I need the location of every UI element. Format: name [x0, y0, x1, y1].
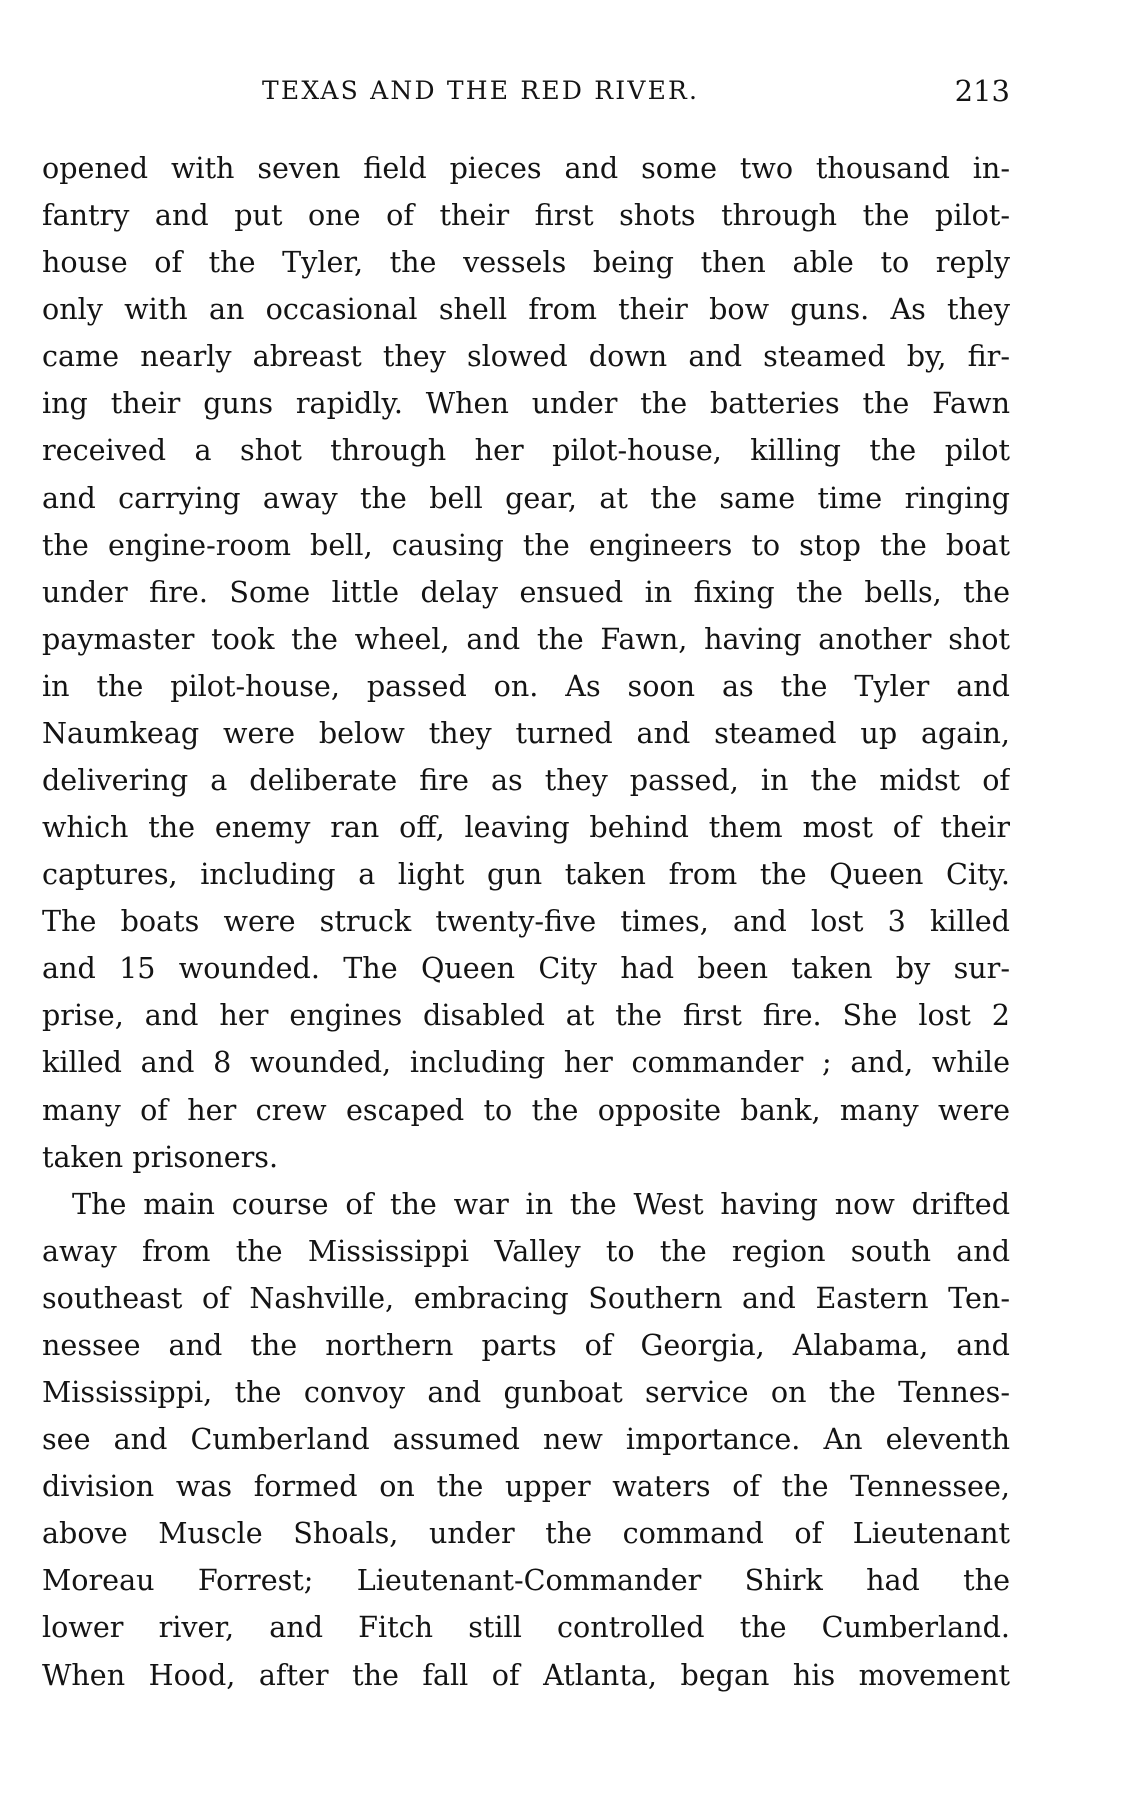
text-line: Naumkeag were below they turned and steamed up again,: [42, 715, 1010, 750]
text-line: Moreau Forrest; Lieutenant-Commander Shirk had the: [42, 1563, 1010, 1598]
text-line: away from the Mississippi Valley to the region south and: [42, 1233, 1010, 1268]
text-line: house of the Tyler, the vessels being then able to reply: [42, 245, 1010, 280]
text-line: under fire. Some little delay ensued in fixing the bells, the: [42, 574, 1010, 609]
paragraph-1: [42, 145, 1010, 1181]
text-line: above Muscle Shoals, under the command of Lieutenant: [42, 1516, 1010, 1551]
page-number: 213: [954, 74, 1010, 108]
text-line: Mississippi, the convoy and gunboat service on the Tennes-: [42, 1375, 1010, 1410]
text-line: The boats were struck twenty-five times, and lost 3 killed: [42, 904, 1010, 939]
text-line: southeast of Nashville, embracing Southern and Eastern Ten-: [42, 1280, 1010, 1315]
text-line: which the enemy ran off, leaving behind them most of their: [42, 810, 1010, 845]
text-line: The main course of the war in the West having now drifted: [72, 1186, 1010, 1221]
text-line: When Hood, after the fall of Atlanta, began his movement: [42, 1657, 1010, 1692]
text-line: in the pilot-house, passed on. As soon as the Tyler and: [42, 668, 1010, 703]
text-line: received a shot through her pilot-house, killing the pilot: [42, 433, 1010, 468]
text-line: paymaster took the wheel, and the Fawn, having another shot: [42, 621, 1010, 656]
page-header: [42, 76, 1010, 116]
text-line: prise, and her engines disabled at the first fire. She lost 2: [42, 998, 1010, 1033]
paragraph-2: [42, 1181, 1010, 1699]
text-line: many of her crew escaped to the opposite bank, many were: [42, 1092, 1010, 1127]
text-line: came nearly abreast they slowed down and steamed by, fir-: [42, 339, 1010, 374]
text-line: division was formed on the upper waters of the Tennessee,: [42, 1469, 1010, 1504]
text-line: the engine-room bell, causing the engineers to stop the boat: [42, 527, 1010, 562]
text-line: and carrying away the bell gear, at the same time ringing: [42, 480, 1010, 515]
text-line: nessee and the northern parts of Georgia, Alabama, and: [42, 1327, 1010, 1362]
text-line: fantry and put one of their first shots through the pilot-: [42, 198, 1010, 233]
text-line: ing their guns rapidly. When under the batteries the Fawn: [42, 386, 1010, 421]
text-line: killed and 8 wounded, including her commander ; and, while: [42, 1045, 1010, 1080]
text-line: only with an occasional shell from their bow guns. As they: [42, 292, 1010, 327]
text-line: delivering a deliberate fire as they passed, in the midst of: [42, 763, 1010, 798]
text-line: captures, including a light gun taken from the Queen City.: [42, 857, 1010, 892]
running-head: TEXAS AND THE RED RIVER.: [262, 76, 700, 105]
text-line: see and Cumberland assumed new importance. An eleventh: [42, 1422, 1010, 1457]
body-text: [42, 145, 1010, 1699]
text-line: and 15 wounded. The Queen City had been taken by sur-: [42, 951, 1010, 986]
text-line: opened with seven field pieces and some two thousand in-: [42, 151, 1010, 185]
text-line: lower river, and Fitch still controlled the Cumberland.: [42, 1610, 1010, 1645]
text-line: taken prisoners.: [42, 1139, 279, 1174]
